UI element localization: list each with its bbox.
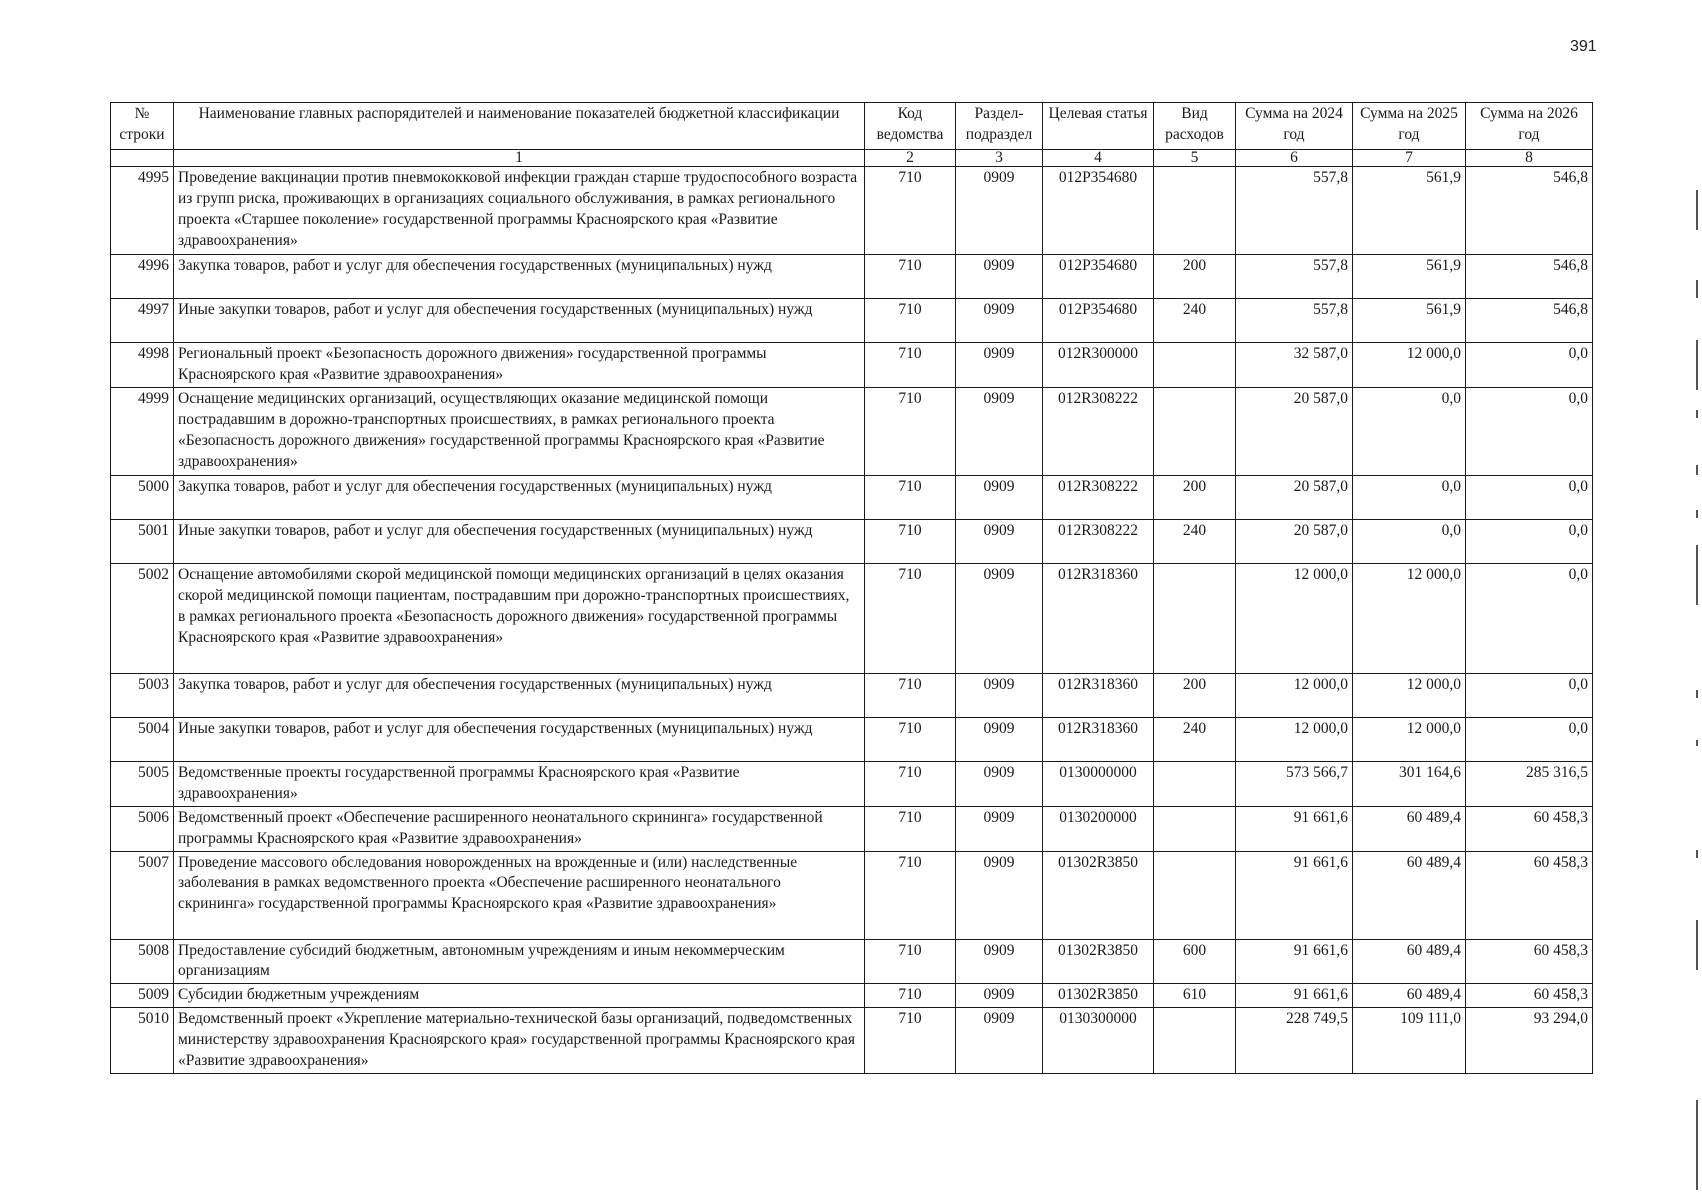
- target-article: 012R318360: [1043, 717, 1154, 761]
- row-number: 5000: [111, 475, 174, 519]
- row-number: 5008: [111, 939, 174, 984]
- dept-code: 710: [865, 387, 956, 475]
- target-article: 012P354680: [1043, 255, 1154, 299]
- target-article: 01302R3850: [1043, 851, 1154, 939]
- row-number: 5006: [111, 806, 174, 851]
- table-row: [111, 761, 1593, 806]
- section-code: 0909: [956, 475, 1043, 519]
- sum-2024: 91 661,6: [1236, 984, 1353, 1008]
- dept-code: 710: [865, 1008, 956, 1074]
- header-sum-2025: Сумма на 2025 год: [1353, 103, 1466, 150]
- row-name: Проведение вакцинации против пневмококковой инфекции граждан старше трудоспособного возраста из групп риска, проживающих в организациях социального обслуживания, в рамках регионального проекта «Старшее поколение» государственной программы Красноярского края «Развитие здравоохранения»: [174, 167, 865, 255]
- row-number: 5005: [111, 761, 174, 806]
- expense-type: 610: [1154, 984, 1236, 1008]
- sum-2026: 60 458,3: [1466, 806, 1593, 851]
- col-number: [111, 150, 174, 167]
- expense-type: 240: [1154, 519, 1236, 563]
- dept-code: 710: [865, 519, 956, 563]
- dept-code: 710: [865, 563, 956, 673]
- table-row: [111, 343, 1593, 388]
- target-article: 01302R3850: [1043, 939, 1154, 984]
- dept-code: 710: [865, 255, 956, 299]
- dept-code: 710: [865, 673, 956, 717]
- section-code: 0909: [956, 519, 1043, 563]
- col-number: 7: [1353, 150, 1466, 167]
- sum-2024: 32 587,0: [1236, 343, 1353, 388]
- row-number: 5001: [111, 519, 174, 563]
- expense-type: 200: [1154, 255, 1236, 299]
- table-row: [111, 717, 1593, 761]
- section-code: 0909: [956, 167, 1043, 255]
- target-article: 0130000000: [1043, 761, 1154, 806]
- sum-2024: 91 661,6: [1236, 939, 1353, 984]
- sum-2025: 12 000,0: [1353, 563, 1466, 673]
- section-code: 0909: [956, 806, 1043, 851]
- col-number: 6: [1236, 150, 1353, 167]
- section-code: 0909: [956, 717, 1043, 761]
- sum-2025: 12 000,0: [1353, 673, 1466, 717]
- sum-2025: 561,9: [1353, 255, 1466, 299]
- sum-2024: 20 587,0: [1236, 519, 1353, 563]
- table-row: [111, 851, 1593, 939]
- row-number: 5004: [111, 717, 174, 761]
- table-row: [111, 984, 1593, 1008]
- table-row: [111, 167, 1593, 255]
- sum-2025: 109 111,0: [1353, 1008, 1466, 1074]
- target-article: 012R318360: [1043, 673, 1154, 717]
- section-code: 0909: [956, 255, 1043, 299]
- dept-code: 710: [865, 167, 956, 255]
- sum-2026: 546,8: [1466, 299, 1593, 343]
- header-target: Целевая статья: [1043, 103, 1154, 150]
- row-name: Оснащение автомобилями скорой медицинской помощи медицинских организаций в целях оказания скорой медицинской помощи пациентам, пострадавшим при дорожно-транспортных происшествиях, в рамках регионального проекта «Безопасность дорожного движения» государственной программы Красноярского края «Развитие здравоохранения»: [174, 563, 865, 673]
- sum-2025: 60 489,4: [1353, 984, 1466, 1008]
- dept-code: 710: [865, 299, 956, 343]
- page-number: 391: [1570, 38, 1597, 55]
- col-number: 3: [956, 150, 1043, 167]
- header-dept-code: Код ведомства: [865, 103, 956, 150]
- sum-2025: 0,0: [1353, 475, 1466, 519]
- row-name: Закупка товаров, работ и услуг для обеспечения государственных (муниципальных) нужд: [174, 673, 865, 717]
- col-number: 2: [865, 150, 956, 167]
- dept-code: 710: [865, 761, 956, 806]
- target-article: 012R308222: [1043, 387, 1154, 475]
- expense-type: 600: [1154, 939, 1236, 984]
- table-row: [111, 563, 1593, 673]
- row-number: 5007: [111, 851, 174, 939]
- header-sum-2026: Сумма на 2026 год: [1466, 103, 1593, 150]
- col-number: 8: [1466, 150, 1593, 167]
- dept-code: 710: [865, 717, 956, 761]
- dept-code: 710: [865, 939, 956, 984]
- row-number: 5003: [111, 673, 174, 717]
- sum-2024: 12 000,0: [1236, 717, 1353, 761]
- sum-2026: 285 316,5: [1466, 761, 1593, 806]
- expense-type: 240: [1154, 717, 1236, 761]
- section-code: 0909: [956, 343, 1043, 388]
- row-name: Ведомственные проекты государственной программы Красноярского края «Развитие здравоохранения»: [174, 761, 865, 806]
- expense-type: [1154, 167, 1236, 255]
- col-number: 4: [1043, 150, 1154, 167]
- sum-2026: 60 458,3: [1466, 984, 1593, 1008]
- target-article: 012R308222: [1043, 475, 1154, 519]
- row-name: Региональный проект «Безопасность дорожного движения» государственной программы Красноярского края «Развитие здравоохранения»: [174, 343, 865, 388]
- row-name: Предоставление субсидий бюджетным, автономным учреждениям и иным некоммерческим организациям: [174, 939, 865, 984]
- col-number: 5: [1154, 150, 1236, 167]
- sum-2026: 0,0: [1466, 343, 1593, 388]
- sum-2025: 60 489,4: [1353, 939, 1466, 984]
- row-number: 4995: [111, 167, 174, 255]
- target-article: 012R318360: [1043, 563, 1154, 673]
- row-number: 4996: [111, 255, 174, 299]
- table-row: [111, 1008, 1593, 1074]
- section-code: 0909: [956, 939, 1043, 984]
- sum-2026: 60 458,3: [1466, 939, 1593, 984]
- header-section: Раздел-подраздел: [956, 103, 1043, 150]
- header-row-no: № строки: [111, 103, 174, 150]
- expense-type: [1154, 1008, 1236, 1074]
- column-number-row: [111, 150, 1593, 167]
- sum-2026: 0,0: [1466, 387, 1593, 475]
- sum-2025: 0,0: [1353, 519, 1466, 563]
- sum-2026: 0,0: [1466, 563, 1593, 673]
- header-sum-2024: Сумма на 2024 год: [1236, 103, 1353, 150]
- table-row: [111, 299, 1593, 343]
- row-name: Иные закупки товаров, работ и услуг для обеспечения государственных (муниципальных) нужд: [174, 717, 865, 761]
- table-row: [111, 387, 1593, 475]
- sum-2024: 12 000,0: [1236, 673, 1353, 717]
- expense-type: [1154, 563, 1236, 673]
- row-name: Ведомственный проект «Обеспечение расширенного неонатального скрининга» государственной программы Красноярского края «Развитие здравоохранения»: [174, 806, 865, 851]
- table-row: [111, 939, 1593, 984]
- row-name: Иные закупки товаров, работ и услуг для обеспечения государственных (муниципальных) нужд: [174, 299, 865, 343]
- sum-2024: 573 566,7: [1236, 761, 1353, 806]
- row-number: 5009: [111, 984, 174, 1008]
- expense-type: 200: [1154, 673, 1236, 717]
- section-code: 0909: [956, 984, 1043, 1008]
- sum-2026: 0,0: [1466, 717, 1593, 761]
- table-row: [111, 519, 1593, 563]
- row-name: Ведомственный проект «Укрепление материально-технической базы организаций, подведомственных министерству здравоохранения Красноярского края» государственной программы Красноярского края «Развитие здравоохранения»: [174, 1008, 865, 1074]
- row-number: 5002: [111, 563, 174, 673]
- sum-2025: 60 489,4: [1353, 851, 1466, 939]
- sum-2024: 557,8: [1236, 299, 1353, 343]
- table-row: [111, 255, 1593, 299]
- section-code: 0909: [956, 299, 1043, 343]
- target-article: 01302R3850: [1043, 984, 1154, 1008]
- section-code: 0909: [956, 761, 1043, 806]
- row-number: 4998: [111, 343, 174, 388]
- expense-type: [1154, 851, 1236, 939]
- target-article: 0130200000: [1043, 806, 1154, 851]
- section-code: 0909: [956, 673, 1043, 717]
- expense-type: [1154, 387, 1236, 475]
- expense-type: 240: [1154, 299, 1236, 343]
- sum-2026: 60 458,3: [1466, 851, 1593, 939]
- sum-2026: 0,0: [1466, 519, 1593, 563]
- dept-code: 710: [865, 984, 956, 1008]
- target-article: 012P354680: [1043, 167, 1154, 255]
- sum-2024: 557,8: [1236, 167, 1353, 255]
- sum-2025: 561,9: [1353, 167, 1466, 255]
- sum-2024: 12 000,0: [1236, 563, 1353, 673]
- row-number: 4999: [111, 387, 174, 475]
- sum-2024: 20 587,0: [1236, 475, 1353, 519]
- row-name: Закупка товаров, работ и услуг для обеспечения государственных (муниципальных) нужд: [174, 255, 865, 299]
- sum-2025: 0,0: [1353, 387, 1466, 475]
- dept-code: 710: [865, 343, 956, 388]
- expense-type: [1154, 806, 1236, 851]
- header-name: Наименование главных распорядителей и наименование показателей бюджетной классификации: [174, 103, 865, 150]
- target-article: 0130300000: [1043, 1008, 1154, 1074]
- sum-2024: 91 661,6: [1236, 851, 1353, 939]
- sum-2025: 301 164,6: [1353, 761, 1466, 806]
- sum-2025: 60 489,4: [1353, 806, 1466, 851]
- target-article: 012R308222: [1043, 519, 1154, 563]
- sum-2025: 561,9: [1353, 299, 1466, 343]
- table-row: [111, 475, 1593, 519]
- header-row: [111, 103, 1593, 150]
- sum-2026: 93 294,0: [1466, 1008, 1593, 1074]
- section-code: 0909: [956, 563, 1043, 673]
- sum-2026: 546,8: [1466, 167, 1593, 255]
- section-code: 0909: [956, 851, 1043, 939]
- row-name: Закупка товаров, работ и услуг для обеспечения государственных (муниципальных) нужд: [174, 475, 865, 519]
- sum-2024: 20 587,0: [1236, 387, 1353, 475]
- row-name: Субсидии бюджетным учреждениям: [174, 984, 865, 1008]
- sum-2026: 546,8: [1466, 255, 1593, 299]
- expense-type: 200: [1154, 475, 1236, 519]
- sum-2025: 12 000,0: [1353, 717, 1466, 761]
- sum-2026: 0,0: [1466, 475, 1593, 519]
- sum-2024: 228 749,5: [1236, 1008, 1353, 1074]
- dept-code: 710: [865, 806, 956, 851]
- budget-table: [110, 102, 1593, 1074]
- target-article: 012R300000: [1043, 343, 1154, 388]
- header-expense-type: Вид расходов: [1154, 103, 1236, 150]
- table-row: [111, 806, 1593, 851]
- row-name: Оснащение медицинских организаций, осуществляющих оказание медицинской помощи пострадавшим в дорожно-транспортных происшествиях, в рамках регионального проекта «Безопасность дорожного движения» государственной программы Красноярского края «Развитие здравоохранения»: [174, 387, 865, 475]
- expense-type: [1154, 761, 1236, 806]
- section-code: 0909: [956, 1008, 1043, 1074]
- target-article: 012P354680: [1043, 299, 1154, 343]
- sum-2024: 557,8: [1236, 255, 1353, 299]
- table-row: [111, 673, 1593, 717]
- row-number: 5010: [111, 1008, 174, 1074]
- row-name: Проведение массового обследования новорожденных на врожденные и (или) наследственные заболевания в рамках ведомственного проекта «Обеспечение расширенного неонатального скрининга» государственной программы Красноярского края «Развитие здравоохранения»: [174, 851, 865, 939]
- section-code: 0909: [956, 387, 1043, 475]
- scan-edge-marks: [1696, 0, 1700, 1200]
- sum-2024: 91 661,6: [1236, 806, 1353, 851]
- dept-code: 710: [865, 851, 956, 939]
- row-name: Иные закупки товаров, работ и услуг для обеспечения государственных (муниципальных) нужд: [174, 519, 865, 563]
- col-number: 1: [174, 150, 865, 167]
- expense-type: [1154, 343, 1236, 388]
- dept-code: 710: [865, 475, 956, 519]
- sum-2025: 12 000,0: [1353, 343, 1466, 388]
- row-number: 4997: [111, 299, 174, 343]
- sum-2026: 0,0: [1466, 673, 1593, 717]
- table-body: [111, 167, 1593, 1074]
